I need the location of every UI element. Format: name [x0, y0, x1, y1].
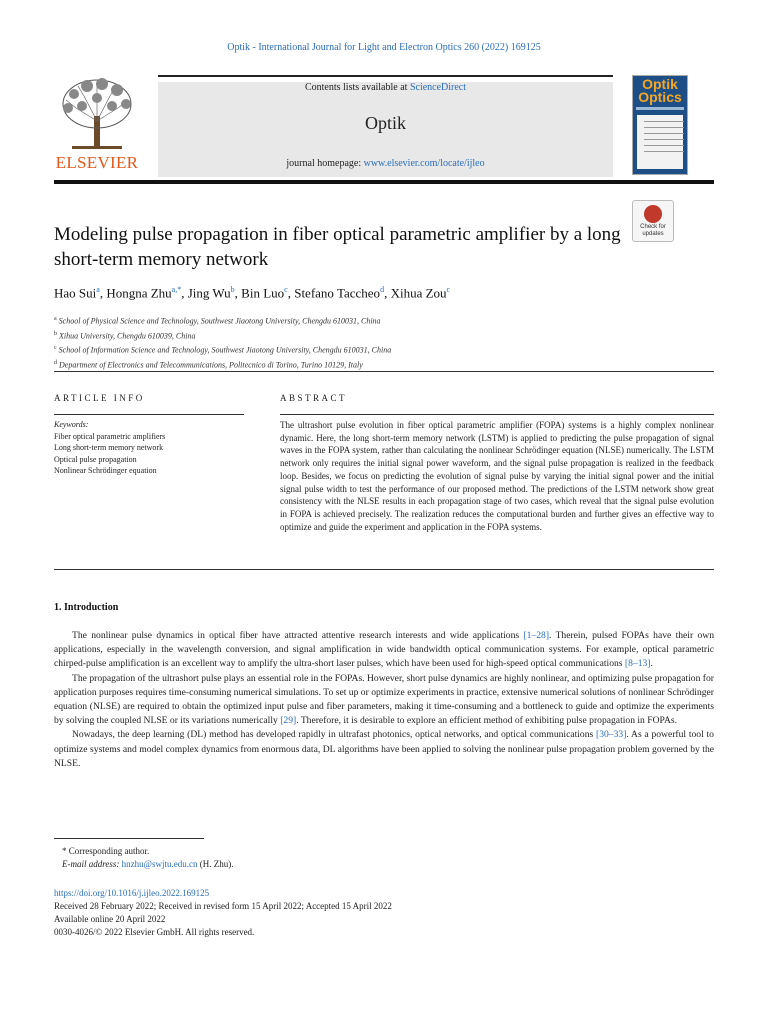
cover-line [644, 151, 684, 152]
publisher-wordmark: ELSEVIER [55, 153, 139, 172]
corresponding-author-note: * Corresponding author. [62, 846, 150, 856]
affiliation-text: School of Physical Science and Technology, Southwest Jiaotong University, Chengdu 610031, China [58, 316, 381, 326]
sciencedirect-link[interactable]: ScienceDirect [409, 82, 467, 93]
affiliation-item [54, 342, 714, 357]
keywords-label: Keywords: [54, 420, 89, 429]
author-affiliation-link[interactable]: c [284, 285, 288, 294]
citation-link[interactable]: [8–13] [624, 658, 651, 670]
paragraph-text: The propagation of the ultrashort pulse plays an essential role in the FOPAs. However, short pulse dynamics are highly nonlinear, and optimizing pulse propagation for application purposes requires time-consuming numerical simulations. To set up or optimize experiments in practice, extensive numerical solutions of nonlinear Schrödinger equation (NLSE) are required to obtain the optimized input pulse and fiber parameters, making it time-consuming and a bottleneck to guide and optimize the experiments by solving the coupled NLSE or its variations numerically [54, 672, 714, 727]
cover-contents-panel [637, 115, 683, 169]
keyword-item: Optical pulse propagation [54, 454, 137, 464]
cover-line [644, 127, 684, 128]
journal-reference[interactable]: Optik - International Journal for Light and Electron Optics 260 (2022) 169125 [227, 42, 541, 53]
section-rule [54, 569, 714, 570]
paragraph-text: The nonlinear pulse dynamics in optical fiber have attracted attentive research interests and wide applications [72, 630, 524, 641]
affiliation-list [54, 313, 714, 372]
keyword-item: Long short-term memory network [54, 443, 164, 453]
header-top-rule [158, 75, 613, 77]
affiliation-text: School of Information Science and Technology, Southwest Jiaotong University, Chengdu 610031, China [58, 345, 392, 355]
author-name: Hongna Zhu [106, 285, 172, 301]
email-line [62, 859, 722, 869]
received-dates: Received 28 February 2022; Received in revised form 15 April 2022; Accepted 15 April 2022 [54, 901, 392, 911]
introduction-heading: 1. Introduction [54, 602, 119, 613]
doi-link[interactable]: https://doi.org/10.1016/j.ijleo.2022.169125 [54, 888, 210, 898]
cover-line [644, 145, 684, 146]
paragraph-text: . As a powerful tool to optimize systems and model complex dynamics from enormous data, DL algorithms have been applied to solving the nonlinear pulse propagation problem governed by the NLSE. [54, 729, 714, 769]
affiliation-marker: c [54, 345, 57, 352]
affiliation-item [54, 313, 714, 328]
article-meta [54, 887, 714, 939]
cover-line [644, 139, 684, 140]
affiliation-item [54, 357, 714, 372]
contents-prefix: Contents lists available at [304, 82, 410, 93]
abstract-rule [280, 414, 714, 415]
paragraph-text: . [650, 658, 653, 670]
article-info-rule [54, 414, 244, 415]
affiliation-marker: b [54, 330, 57, 337]
author-affiliation-link[interactable]: c [446, 285, 451, 294]
author-affiliation-link[interactable]: b [230, 285, 235, 294]
paragraph-text: . Therein, pulsed FOPAs have their own applications, especially in the wavelength conversion, and signal amplification in wide bandwidth optical communication systems. For example, optical parametric chirped-pulse amplification is an excellent way to amplify the ultra-short laser pulses, which have been used for high-speed optical communications [54, 630, 714, 670]
copyright-line: 0030-4026/© 2022 Elsevier GmbH. All rights reserved. [54, 927, 255, 937]
check-for-updates-button[interactable] [632, 200, 674, 242]
email-label: E-mail address: [62, 859, 122, 869]
affiliation-marker: a [54, 316, 57, 322]
cover-title: Optik Optics [638, 76, 682, 105]
citation-link[interactable]: [30–33] [596, 729, 627, 741]
keywords-block [54, 419, 244, 477]
author-affiliation-link[interactable]: a [96, 285, 100, 294]
abstract-heading: ABSTRACT [280, 393, 348, 403]
email-link[interactable]: hnzhu@swjtu.edu.cn [121, 859, 198, 869]
citation-link[interactable]: [29] [280, 715, 297, 727]
affiliation-marker: d [54, 359, 57, 366]
journal-title: Optik [364, 113, 406, 133]
journal-homepage-line [158, 158, 613, 169]
abstract-text: The ultrashort pulse evolution in fiber optical parametric amplifier (FOPA) systems is a highly complex nonlinear dynamic. Here, the long short-term memory network (LSTM) is applied to predicting the pulse propagation of signal waves in the FOPA system, rather than calculating the nonlinear Schrödinger equation (NLSE) numerically. The LSTM network only requires the initial signal power waveform, and the signal pulse propagation is realized in the feedback loop. Besides, we focus on predicting the evolution of signal pulse by varying the initial signal power and the initial signal pulse width to test the performance of our proposed method. The predictions of the LSTM network show great consistency with the NLSE results in each propagation stage of two cases, which reveal that the signal pulse evolution in FOPA is achieved precisely. The realization reduces the computational burden and further gives an effective way to optimize and guide the experiment and application in the FOPA systems. [280, 420, 714, 532]
check-for-updates-label: Check for updates [640, 224, 666, 237]
article-title: Modeling pulse propagation in fiber optical parametric amplifier by a long short-term memory network [54, 224, 621, 270]
affiliation-item [54, 328, 714, 343]
keyword-item: Fiber optical parametric amplifiers [54, 431, 166, 441]
author-affiliation-link[interactable]: a,* [171, 285, 182, 294]
article-info-heading: ARTICLE INFO [54, 393, 145, 403]
footnote-rule [54, 838, 204, 839]
header-bottom-rule [54, 180, 714, 184]
author-list: Hao Sui$^a$, Hongna Zhu$^{a,*}$, Jing Wu$^b$, Bin Luo$^c$, Stefano Taccheo$^d$, Xihua Zou$^c$ [54, 285, 451, 301]
cover-subtitle-bar [636, 107, 684, 110]
author-name: Hao Sui [54, 285, 97, 301]
paragraph [54, 672, 714, 729]
author-name: Bin Luo [241, 285, 285, 301]
available-online: Available online 20 April 2022 [54, 914, 166, 924]
paragraph [54, 728, 714, 771]
citation-link[interactable]: [1–28] [523, 630, 550, 641]
journal-cover-image[interactable] [632, 75, 688, 175]
keyword-item: Nonlinear Schrödinger equation [54, 466, 157, 476]
section-rule [54, 371, 714, 372]
introduction-body [54, 629, 714, 771]
paragraph [54, 629, 714, 672]
author-name: Stefano Taccheo [294, 285, 381, 301]
bookmark-icon [644, 205, 662, 223]
author-affiliation-link[interactable]: d [380, 285, 385, 294]
paragraph-text: . Therefore, it is desirable to explore an efficient method of exhibiting pulse propagation in FOPAs. [296, 715, 678, 727]
homepage-prefix: journal homepage: [286, 158, 364, 169]
email-suffix: (H. Zhu). [197, 859, 234, 869]
cover-line [644, 133, 684, 134]
paragraph-text: Nowadays, the deep learning (DL) method has developed rapidly in ultrafast photonics, optical networks, and optical communications [72, 729, 597, 741]
contents-lists-line [158, 82, 613, 93]
cover-line [644, 121, 684, 122]
affiliation-text: Xihua University, Chengdu 610039, China [59, 331, 196, 341]
homepage-link[interactable]: www.elsevier.com/locate/ijleo [363, 158, 485, 169]
affiliation-text: Department of Electronics and Telecommunications, Politecnico di Torino, Turino 10129, Italy [59, 360, 363, 370]
author-name: Jing Wu [187, 285, 231, 301]
author-name: Xihua Zou [390, 285, 447, 301]
